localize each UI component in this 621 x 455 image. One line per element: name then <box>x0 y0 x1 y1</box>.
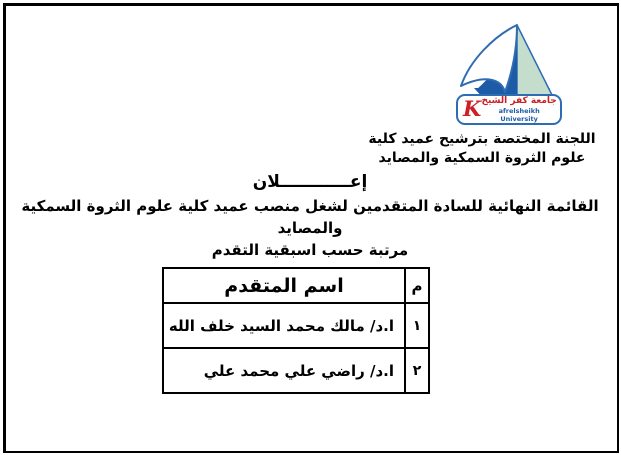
row-index: ٢ <box>405 348 429 393</box>
row-candidate-name: ا.د/ مالك محمد السيد خلف الله <box>163 303 405 348</box>
table-header-row <box>163 268 429 303</box>
committee-heading <box>352 130 612 168</box>
logo-k-letter: K <box>463 95 482 121</box>
row-index: ١ <box>405 303 429 348</box>
logo-arabic-name: جامعة كفر الشيخ <box>481 96 557 106</box>
announcement-line2: مرتبة حسب اسبقية التقدم <box>211 241 409 259</box>
logo-banner <box>456 94 562 125</box>
table-row <box>163 303 429 348</box>
header-candidate-name: اسم المتقدم <box>163 268 405 303</box>
announcement-block <box>8 171 612 261</box>
logo-banner-text <box>481 96 560 123</box>
sailboat-logo-icon <box>440 10 580 100</box>
table-row <box>163 348 429 393</box>
row-candidate-name: ا.د/ راضي علي محمد علي <box>163 348 405 393</box>
green-sail-shape <box>517 25 552 95</box>
header-index: م <box>405 268 429 303</box>
committee-line1: اللجنة المختصة بترشيح عميد كلية <box>368 131 596 147</box>
committee-line2: علوم الثروة السمكية والمصايد <box>378 150 586 166</box>
announcement-title: إعــــــــــــلان <box>252 172 368 192</box>
announcement-line1: القائمة النهائية للسادة المتقدمين لشغل منصب عميد كلية علوم الثروة السمكية والمصايد <box>21 197 599 237</box>
candidates-table <box>162 267 430 394</box>
logo-english-name: afrelsheikh University <box>498 107 540 123</box>
university-logo <box>440 10 580 128</box>
